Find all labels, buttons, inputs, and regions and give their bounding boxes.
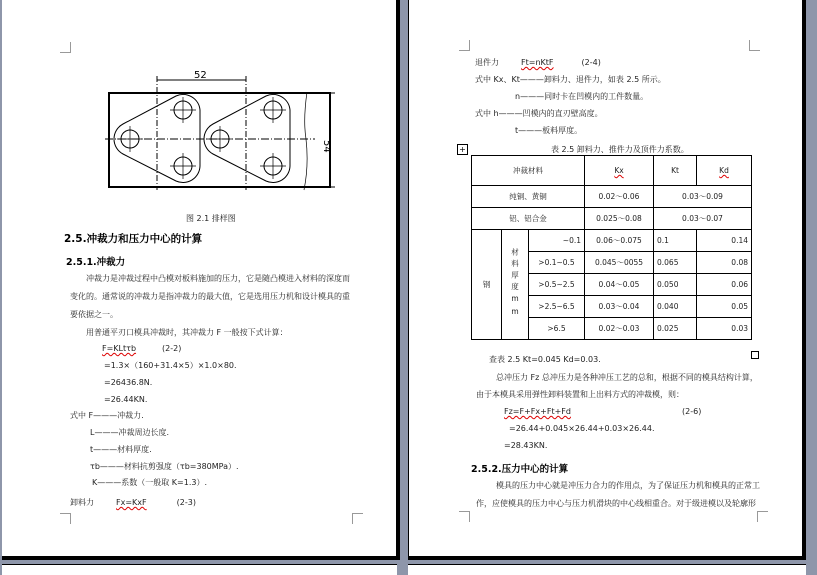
definition-line: t———材料厚度.	[90, 445, 152, 454]
definition-line: 式中 Kx、Kt———卸料力、退件力，如表 2.5 所示。	[475, 75, 666, 84]
table-cell: 0.045～0055	[585, 252, 654, 274]
formula: 退件力 Ft=nKtF (2-4)	[475, 58, 601, 67]
heading-2-5-2: 2.5.2.压力中心的计算	[471, 464, 569, 475]
dimension-54: 54	[321, 140, 332, 153]
definition-line: τb———材料抗剪强度（τb=380MPa）.	[90, 462, 239, 471]
calc-line: =1.3×（160+31.4×5）×1.0×80.	[104, 361, 237, 370]
table-header-cell: Kt	[654, 156, 697, 186]
table-title: 表 2.5 卸料力、推件力及顶件力系数。	[551, 145, 689, 154]
table-cell: 0.05	[697, 296, 752, 318]
table-cell: 0.025	[654, 318, 697, 340]
margin-corner-mark	[60, 513, 71, 524]
definition-line: t———板料厚度。	[515, 126, 583, 135]
margin-corner-mark	[749, 40, 760, 51]
table-cell: 0.050	[654, 274, 697, 296]
margin-corner-mark	[352, 513, 363, 524]
table-move-handle[interactable]: +	[457, 144, 468, 155]
heading-2-5: 2.5.冲裁力和压力中心的计算	[64, 233, 203, 245]
table-cell: 0.1	[654, 230, 697, 252]
definition-line: 式中 F———冲裁力.	[70, 411, 144, 420]
paragraph-line: 由于本模具采用弹性卸料装置和上出料方式的冲裁模，则：	[476, 390, 684, 399]
table-row	[472, 186, 752, 208]
table-cell: 0.04～0.05	[585, 274, 654, 296]
definition-line: K———系数（一般取 K=1.3）.	[92, 478, 208, 487]
paragraph-line: 总冲压力 Fz 总冲压力是各种冲压工艺的总和，根据不同的模具结构计算，	[496, 373, 758, 382]
table-cell: 0.03～0.09	[654, 186, 752, 208]
table-cell: 0.03	[697, 318, 752, 340]
calc-line: =26436.8N.	[104, 378, 153, 387]
table-cell: 0.040	[654, 296, 697, 318]
table-row	[472, 156, 752, 186]
paragraph-line: 用普通平刃口模具冲裁时，其冲裁力 F 一般按下式计算：	[86, 328, 288, 337]
document-page-right	[408, 0, 806, 560]
table-row	[472, 208, 752, 230]
table-cell: >0.5~2.5	[529, 274, 585, 296]
table-resize-handle[interactable]	[751, 351, 759, 359]
table-cell: >6.5	[529, 318, 585, 340]
table-cell: 0.025～0.08	[585, 208, 654, 230]
table-cell: 0.03～0.07	[654, 208, 752, 230]
table-cell-thickness-label: 材料厚度mm	[502, 230, 529, 340]
lookup-line: 查表 2.5 Kt=0.045 Kd=0.03.	[489, 355, 601, 364]
formula: 卸料力 Fx=KxF (2-3)	[70, 498, 196, 507]
table-cell: ~0.1	[529, 230, 585, 252]
layout-drawing-figure	[2, 0, 400, 200]
table-cell: 0.03～0.04	[585, 296, 654, 318]
formula: F=KLtτb (2-2)	[102, 344, 182, 353]
table-cell: >0.1~0.5	[529, 252, 585, 274]
next-page-left-edge	[2, 564, 397, 575]
calc-line: =26.44+0.045×26.44+0.03×26.44.	[509, 424, 655, 433]
next-page-right-edge	[408, 564, 806, 575]
margin-corner-mark	[459, 511, 470, 522]
table-cell-steel: 钢	[472, 230, 502, 340]
paragraph-line: 作，应使模具的压力中心与压力机滑块的中心线相重合。对于级进模以及轮廓形	[476, 499, 756, 508]
calc-line: =28.43KN.	[504, 441, 548, 450]
paragraph-line: 冲裁力是冲裁过程中凸模对板料施加的压力，它是随凸模进入材料的深度而	[86, 274, 350, 283]
table-cell: 0.02～0.03	[585, 318, 654, 340]
definition-line: 式中 h———凹模内的直刃壁高度。	[475, 109, 603, 118]
margin-corner-mark	[459, 40, 470, 51]
paragraph-line: 要依据之一。	[70, 310, 118, 319]
table-header-cell: 冲裁材料	[472, 156, 585, 186]
table-cell: >2.5~6.5	[529, 296, 585, 318]
table-row	[472, 230, 752, 252]
definition-line: L———冲裁周边长度.	[90, 428, 169, 437]
heading-2-5-1: 2.5.1.冲裁力	[66, 257, 126, 268]
paragraph-line: 变化的。通常说的冲裁力是指冲裁力的最大值，它是选用压力机和设计模具的重	[70, 292, 350, 301]
definition-line: n———同时卡在凹模内的工件数量。	[515, 92, 649, 101]
table-cell: 纯铜、黄铜	[472, 186, 585, 208]
calc-line: =26.44KN.	[104, 395, 148, 404]
paragraph-line: 模具的压力中心就是冲压力合力的作用点，为了保证压力机和模具的正常工	[496, 481, 760, 490]
table-header-cell: Kx	[585, 156, 654, 186]
table-cell: 0.02～0.06	[585, 186, 654, 208]
document-page-left	[2, 0, 400, 560]
dimension-52: 52	[194, 70, 207, 81]
table-cell: 铝、铝合金	[472, 208, 585, 230]
formula: Fz=F+Fx+Ft+Fd (2-6)	[504, 407, 702, 416]
table-cell: 0.06～0.075	[585, 230, 654, 252]
margin-corner-mark	[757, 511, 768, 522]
table-cell: 0.065	[654, 252, 697, 274]
table-cell: 0.14	[697, 230, 752, 252]
figure-caption: 图 2.1 排样图	[186, 214, 236, 223]
coefficient-table	[471, 155, 752, 340]
table-header-cell: Kd	[697, 156, 752, 186]
table-cell: 0.06	[697, 274, 752, 296]
table-cell: 0.08	[697, 252, 752, 274]
